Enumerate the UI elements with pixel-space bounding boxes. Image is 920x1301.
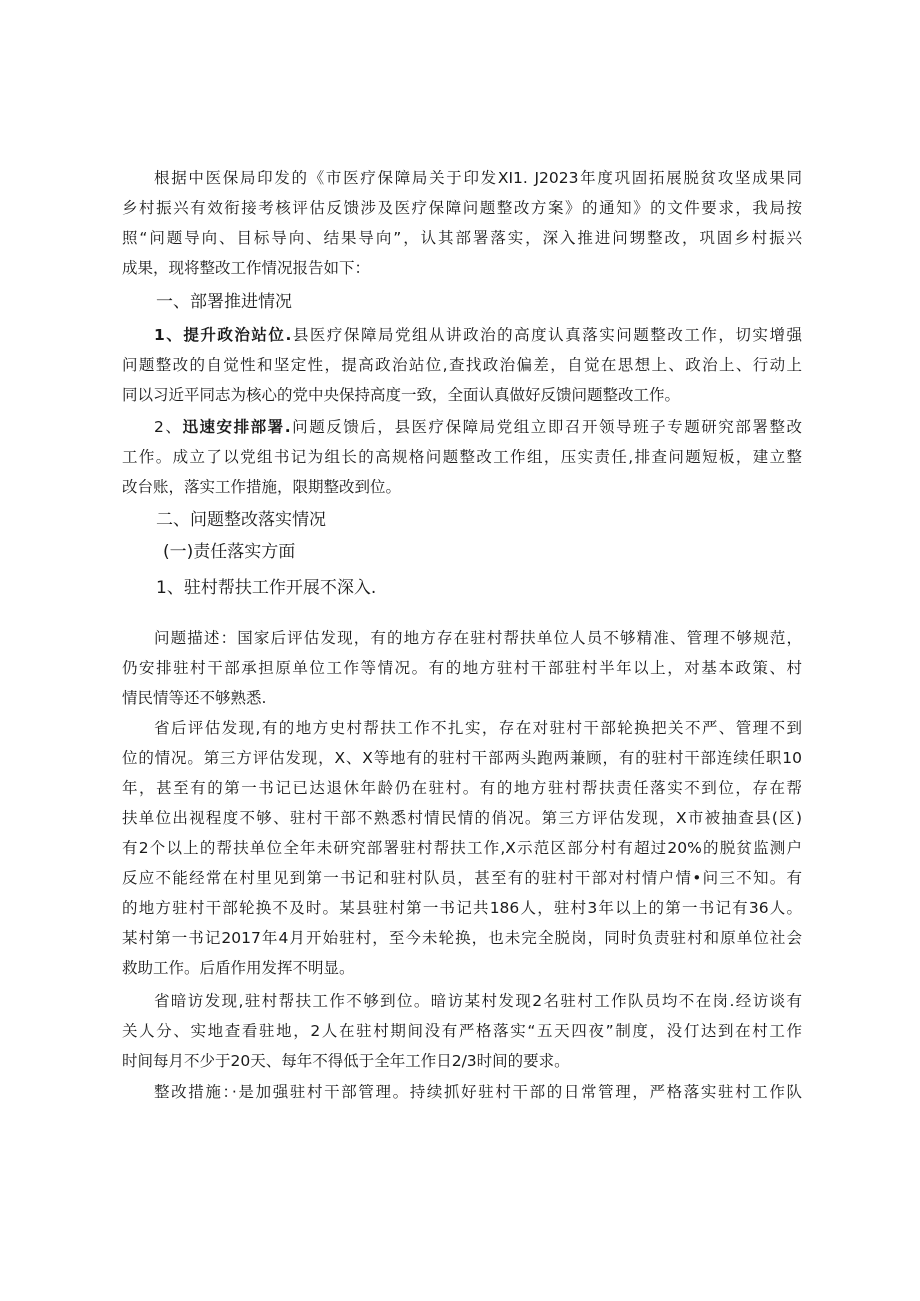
- item-paragraph: [122, 412, 802, 502]
- intro-line: 照“问题导向、目标导向、结果导向”，认其部署落实，深入推进问甥整改，巩固乡村振兴: [122, 229, 802, 247]
- body-line: 情民情等还不够熟悉.: [122, 689, 267, 707]
- item-lead: 1、提升政治站位.: [154, 326, 292, 344]
- item-number: 2、: [154, 418, 183, 436]
- section-heading: 二、问题整改落实情况: [156, 510, 326, 530]
- body-line: 省后评估发现,有的地方史村帮扶工作不扎实，存在对驻村干部轮换把关不严、管理不到: [154, 719, 802, 737]
- intro-paragraph: [122, 163, 802, 283]
- subsection-heading: (一)责任落实方面: [163, 542, 296, 562]
- item-text: 县医疗保障局党组从讲政治的高度认真落实问题整改工作，切实增强: [291, 326, 802, 344]
- body-line: 关人分、实地查看驻地，2人在驻村期间没有严格落实“五天四夜”制度，没仃达到在村工作: [122, 1022, 802, 1040]
- intro-line: 根据中医保局印发的《市医疗保障局关于印发XI1. J2023年度巩固拓展脱贫攻坚成果同: [154, 169, 802, 187]
- body-line: 年，甚至有的第一书记已达退休年龄仍在驻村。有的地方驻村帮扶责任落实不到位，存在帮: [122, 779, 802, 797]
- body-line: 反应不能经常在村里见到第一书记和驻村队员，甚至有的驻村干部对村情户情•问三不知。有: [122, 869, 802, 887]
- body-line: 问题描述：国家后评估发现，有的地方存在驻村帮扶单位人员不够精准、管理不够规范，: [154, 629, 802, 647]
- item-line: 问题整改的自觉性和坚定性，提高政治站位,查找政治偏差，自觉在思想上、政治上、行动上: [122, 356, 802, 374]
- body-paragraph: [122, 623, 802, 713]
- intro-line: 成果，现将整改工作情况报告如下：: [122, 259, 371, 277]
- body-line: 的地方驻村干部轮换不及时。某县驻村第一书记共186人，驻村3年以上的第一书记有36人。: [122, 899, 802, 917]
- item-line: 同以习近平同志为核心的党中央保持高度一致，全面认真做好反馈问题整改工作。: [122, 386, 681, 404]
- item-line: 工作。成立了以党组书记为组长的高规格问题整改工作组，压实责任,排查问题短板，建立整: [122, 448, 802, 466]
- body-line: 某村第一书记2017年4月开始驻村，至今未轮换，也未完全脱岗，同时负责驻村和原单位社会: [122, 929, 802, 947]
- item-paragraph: [122, 320, 802, 410]
- body-line: 整改措施：·是加强驻村干部管理。持续抓好驻村干部的日常管理，严格落实驻村工作队: [154, 1083, 802, 1101]
- intro-line: 乡村振兴有效衔接考核评估反馈涉及医疗保障问题整改方案》的通知》的文件要求，我局按: [122, 199, 802, 217]
- body-line: 省暗访发现,驻村帮扶工作不够到位。暗访某村发现2名驻村工作队员均不在岗.经访谈有: [154, 992, 802, 1010]
- item-text: 问题反馈后，县医疗保障局党组立即召开领导班子专题研究部署整改: [290, 418, 802, 436]
- body-line: 位的情况。第三方评估发现，X、X等地有的驻村干部两头跑两兼顾，有的驻村干部连续任职10: [122, 749, 802, 767]
- section-heading: 一、部署推进情况: [156, 292, 292, 312]
- body-paragraph: [122, 986, 802, 1076]
- body-line: 仍安排驻村干部承担原单位工作等情况。有的地方驻村干部驻村半年以上，对基本政策、村: [122, 659, 802, 677]
- body-line: 救助工作。后盾作用发挥不明显。: [122, 959, 355, 977]
- body-line: 时间每月不少于20天、每年不得低于全年工作日2/3时间的要求。: [122, 1052, 570, 1070]
- body-paragraph: [122, 713, 802, 983]
- body-line: 有2个以上的帮扶单位全年未研究部署驻村帮扶工作,X示范区部分村有超过20%的脱贫监测户: [122, 839, 802, 857]
- body-line: 扶单位出视程度不够、驻村干部不熟悉村情民情的俏况。第三方评估发现，X市被抽查县(区): [122, 809, 802, 827]
- subitem-heading: 1、驻村帮扶工作开展不深入.: [156, 578, 377, 598]
- item-lead: 迅速安排部署.: [182, 418, 291, 436]
- item-line: [122, 412, 802, 442]
- item-line: 改台账，落实工作措施，限期整改到位。: [122, 478, 402, 496]
- body-paragraph: [122, 1077, 802, 1107]
- item-line: [122, 320, 802, 350]
